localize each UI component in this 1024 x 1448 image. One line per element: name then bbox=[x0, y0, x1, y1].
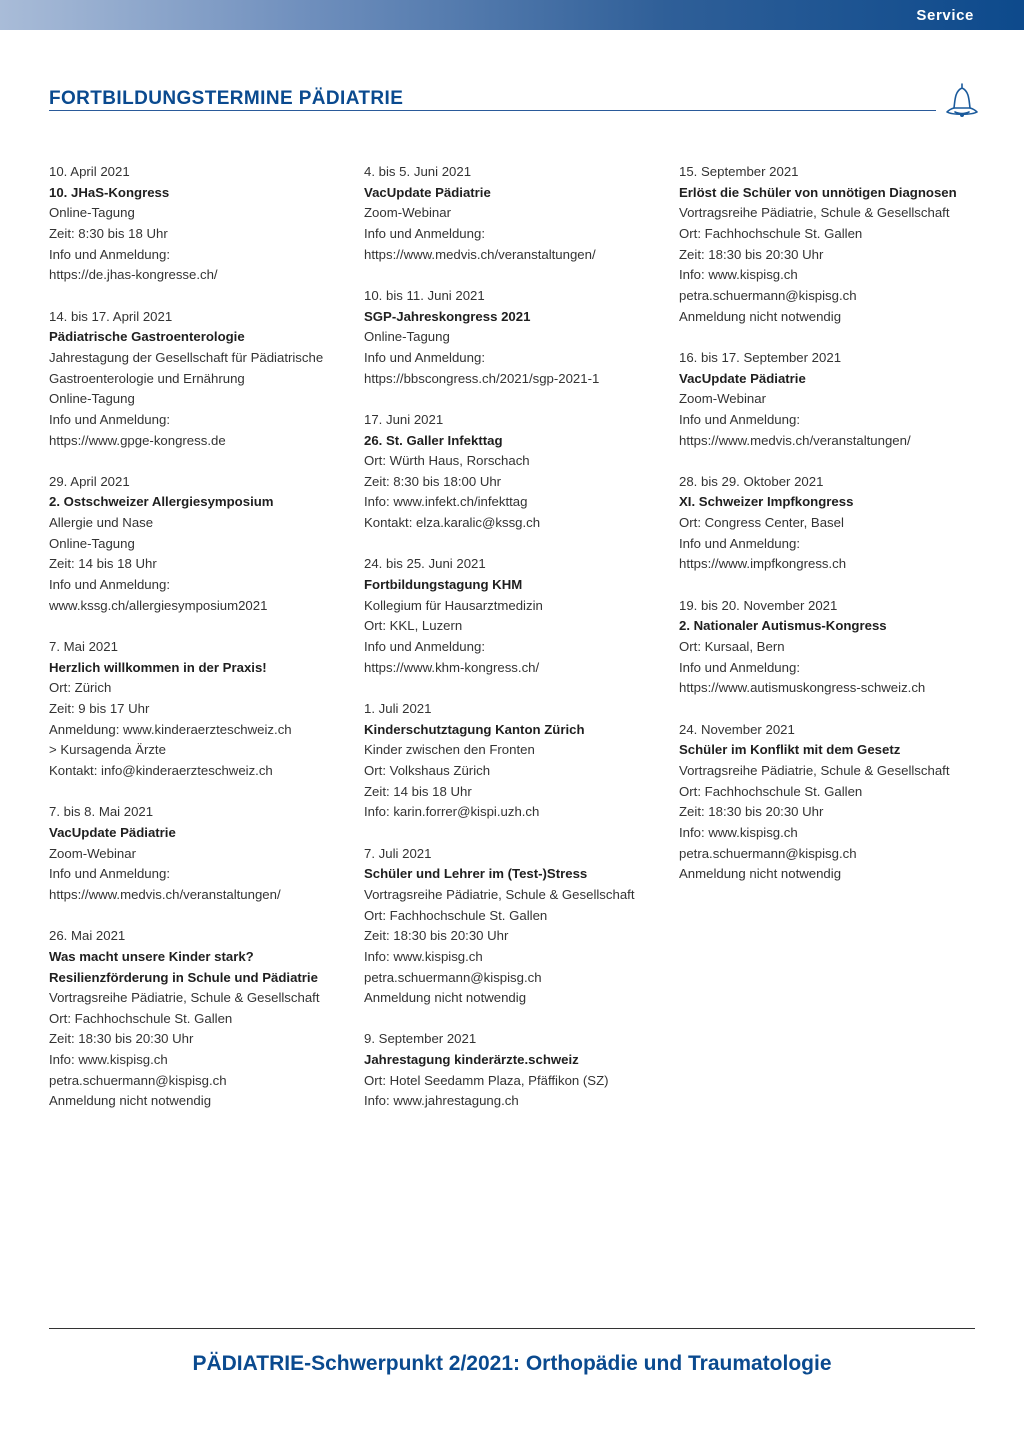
event-detail: petra.schuermann@kispisg.ch bbox=[679, 845, 857, 861]
event-detail: Info und Anmeldung: bbox=[49, 866, 170, 882]
event-date: 7. bis 8. Mai 2021 bbox=[49, 804, 154, 820]
event-detail: Info: www.kispisg.ch bbox=[364, 948, 483, 964]
event-detail: https://www.gpge-kongress.de bbox=[49, 432, 226, 448]
event-detail: Zeit: 18:30 bis 20:30 Uhr bbox=[364, 928, 509, 944]
event-date: 7. Mai 2021 bbox=[49, 639, 118, 655]
event-detail: Zeit: 8:30 bis 18 Uhr bbox=[49, 225, 168, 241]
event-date: 14. bis 17. April 2021 bbox=[49, 308, 173, 324]
event-detail: Ort: Kursaal, Bern bbox=[679, 639, 785, 655]
event-detail: Kollegium für Hausarztmedizin bbox=[364, 597, 543, 613]
event-title: XI. Schweizer Impfkongress bbox=[679, 494, 854, 510]
event-detail: Vortragsreihe Pädiatrie, Schule & Gesellschaft bbox=[49, 990, 320, 1006]
event-item bbox=[679, 348, 979, 451]
event-title: 10. JHaS-Kongress bbox=[49, 184, 170, 200]
event-detail: Ort: KKL, Luzern bbox=[364, 618, 463, 634]
event-detail: Jahrestagung der Gesellschaft für Pädiatrische bbox=[49, 349, 324, 365]
event-detail: Info und Anmeldung: bbox=[364, 349, 485, 365]
event-date: 16. bis 17. September 2021 bbox=[679, 349, 842, 365]
event-detail: Ort: Fachhochschule St. Gallen bbox=[679, 225, 863, 241]
event-detail: Anmeldung: www.kinderaerzteschweiz.ch bbox=[49, 721, 292, 737]
event-title: Schüler im Konflikt mit dem Gesetz bbox=[679, 742, 901, 758]
event-detail: Ort: Hotel Seedamm Plaza, Pfäffikon (SZ) bbox=[364, 1072, 609, 1088]
event-date: 24. bis 25. Juni 2021 bbox=[364, 556, 486, 572]
top-banner bbox=[0, 0, 1024, 30]
event-detail: Zeit: 18:30 bis 20:30 Uhr bbox=[679, 246, 824, 262]
event-detail: https://www.medvis.ch/veranstaltungen/ bbox=[49, 886, 281, 902]
event-detail: Kontakt: elza.karalic@kssg.ch bbox=[364, 515, 541, 531]
events-column-1 bbox=[49, 162, 349, 1133]
event-title: Was macht unsere Kinder stark? bbox=[49, 948, 254, 964]
event-detail: Online-Tagung bbox=[364, 329, 450, 345]
event-detail: Info und Anmeldung: bbox=[679, 659, 800, 675]
event-detail: Zoom-Webinar bbox=[679, 391, 766, 407]
event-detail: https://de.jhas-kongresse.ch/ bbox=[49, 267, 218, 283]
event-date: 10. April 2021 bbox=[49, 164, 130, 179]
event-title: Schüler und Lehrer im (Test-)Stress bbox=[364, 866, 588, 882]
event-detail: Online-Tagung bbox=[49, 535, 135, 551]
event-title: VacUpdate Pädiatrie bbox=[49, 824, 176, 840]
event-detail: Anmeldung nicht notwendig bbox=[679, 866, 842, 882]
event-detail: Info und Anmeldung: bbox=[49, 577, 170, 593]
event-detail: https://bbscongress.ch/2021/sgp-2021-1 bbox=[364, 370, 600, 386]
event-detail: Info und Anmeldung: bbox=[679, 535, 800, 551]
event-detail: Anmeldung nicht notwendig bbox=[364, 990, 527, 1006]
event-detail: Ort: Fachhochschule St. Gallen bbox=[49, 1010, 233, 1026]
event-detail: Ort: Würth Haus, Rorschach bbox=[364, 453, 530, 469]
event-title: Kinderschutztagung Kanton Zürich bbox=[364, 721, 585, 737]
footer-title: PÄDIATRIE-Schwerpunkt 2/2021: Orthopädie und Traumatologie bbox=[192, 1352, 832, 1375]
event-detail: Zeit: 18:30 bis 20:30 Uhr bbox=[679, 804, 824, 820]
event-item bbox=[679, 472, 979, 575]
event-date: 19. bis 20. November 2021 bbox=[679, 597, 838, 613]
footer-divider bbox=[49, 1328, 975, 1329]
event-detail: > Kursagenda Ärzte bbox=[49, 742, 166, 758]
event-title: SGP-Jahreskongress 2021 bbox=[364, 308, 531, 324]
event-date: 1. Juli 2021 bbox=[364, 701, 432, 716]
event-date: 4. bis 5. Juni 2021 bbox=[364, 164, 472, 179]
event-detail: Allergie und Nase bbox=[49, 515, 154, 531]
event-item bbox=[49, 307, 349, 452]
event-item bbox=[679, 720, 979, 885]
event-date: 9. September 2021 bbox=[364, 1031, 477, 1047]
event-detail: https://www.autismuskongress-schweiz.ch bbox=[679, 680, 926, 696]
event-detail: Info und Anmeldung: bbox=[364, 639, 485, 655]
event-detail: Ort: Fachhochschule St. Gallen bbox=[364, 907, 548, 923]
event-detail: https://www.medvis.ch/veranstaltungen/ bbox=[679, 432, 911, 448]
event-item bbox=[49, 802, 349, 905]
event-title: Fortbildungstagung KHM bbox=[364, 577, 523, 593]
bell-icon bbox=[940, 78, 984, 122]
event-detail: petra.schuermann@kispisg.ch bbox=[679, 287, 857, 303]
event-item bbox=[679, 162, 979, 327]
event-detail: petra.schuermann@kispisg.ch bbox=[49, 1072, 227, 1088]
event-detail: Zeit: 8:30 bis 18:00 Uhr bbox=[364, 473, 502, 489]
event-detail: Vortragsreihe Pädiatrie, Schule & Gesellschaft bbox=[679, 762, 950, 778]
event-item bbox=[364, 410, 664, 534]
event-detail: Online-Tagung bbox=[49, 391, 135, 407]
event-detail: Info: www.infekt.ch/infekttag bbox=[364, 494, 528, 510]
event-item bbox=[364, 162, 664, 265]
event-title: 26. St. Galler Infekttag bbox=[364, 432, 503, 448]
event-detail: Zoom-Webinar bbox=[364, 205, 451, 221]
event-detail: Ort: Congress Center, Basel bbox=[679, 515, 844, 531]
event-detail: Online-Tagung bbox=[49, 205, 135, 221]
event-detail: Ort: Fachhochschule St. Gallen bbox=[679, 783, 863, 799]
event-title: VacUpdate Pädiatrie bbox=[364, 184, 491, 200]
event-date: 28. bis 29. Oktober 2021 bbox=[679, 473, 824, 489]
event-detail: Zeit: 14 bis 18 Uhr bbox=[49, 556, 157, 572]
event-detail: Info und Anmeldung: bbox=[49, 411, 170, 427]
event-detail: www.kssg.ch/allergiesymposium2021 bbox=[49, 597, 268, 613]
event-detail: https://www.impfkongress.ch bbox=[679, 556, 847, 572]
event-detail: https://www.medvis.ch/veranstaltungen/ bbox=[364, 246, 596, 262]
event-date: 7. Juli 2021 bbox=[364, 845, 432, 861]
event-detail: Zeit: 18:30 bis 20:30 Uhr bbox=[49, 1031, 194, 1047]
event-item bbox=[364, 286, 664, 389]
event-date: 10. bis 11. Juni 2021 bbox=[364, 287, 485, 303]
event-detail: Ort: Zürich bbox=[49, 680, 112, 696]
event-item bbox=[364, 554, 664, 678]
event-detail: Info: www.kispisg.ch bbox=[679, 267, 798, 283]
event-detail: Info und Anmeldung: bbox=[364, 225, 485, 241]
event-detail: Kontakt: info@kinderaerzteschweiz.ch bbox=[49, 762, 273, 778]
event-title: Herzlich willkommen in der Praxis! bbox=[49, 659, 267, 675]
event-item bbox=[364, 844, 664, 1009]
event-detail: Vortragsreihe Pädiatrie, Schule & Gesellschaft bbox=[679, 205, 950, 221]
event-detail: Vortragsreihe Pädiatrie, Schule & Gesellschaft bbox=[364, 886, 635, 902]
events-column-3 bbox=[679, 162, 979, 906]
event-item bbox=[364, 699, 664, 823]
event-item bbox=[364, 1029, 664, 1112]
event-detail: Info: www.jahrestagung.ch bbox=[364, 1093, 519, 1109]
event-detail: Info: www.kispisg.ch bbox=[679, 824, 798, 840]
event-title: Pädiatrische Gastroenterologie bbox=[49, 329, 245, 345]
event-detail: Anmeldung nicht notwendig bbox=[49, 1093, 212, 1109]
event-date: 29. April 2021 bbox=[49, 473, 130, 489]
event-detail: Info und Anmeldung: bbox=[679, 411, 800, 427]
event-detail: Anmeldung nicht notwendig bbox=[679, 308, 842, 324]
event-item bbox=[49, 162, 349, 286]
events-column-2 bbox=[364, 162, 664, 1133]
event-title: Jahrestagung kinderärzte.schweiz bbox=[364, 1052, 579, 1068]
page-title: FORTBILDUNGSTERMINE PÄDIATRIE bbox=[49, 88, 404, 109]
event-detail: petra.schuermann@kispisg.ch bbox=[364, 969, 542, 985]
event-item bbox=[49, 926, 349, 1112]
section-label: Service bbox=[916, 7, 974, 24]
event-title: VacUpdate Pädiatrie bbox=[679, 370, 806, 386]
event-title: Erlöst die Schüler von unnötigen Diagnosen bbox=[679, 184, 957, 200]
event-detail: Gastroenterologie und Ernährung bbox=[49, 370, 245, 386]
event-detail: https://www.khm-kongress.ch/ bbox=[364, 659, 540, 675]
event-date: 26. Mai 2021 bbox=[49, 928, 126, 944]
event-item bbox=[679, 596, 979, 699]
event-detail: Zeit: 9 bis 17 Uhr bbox=[49, 701, 150, 717]
event-title: Resilienzförderung in Schule und Pädiatrie bbox=[49, 969, 318, 985]
event-detail: Zoom-Webinar bbox=[49, 845, 136, 861]
event-detail: Info: www.kispisg.ch bbox=[49, 1052, 168, 1068]
event-date: 15. September 2021 bbox=[679, 164, 799, 179]
event-detail: Ort: Volkshaus Zürich bbox=[364, 762, 491, 778]
event-detail: Kinder zwischen den Fronten bbox=[364, 742, 535, 758]
event-detail: Zeit: 14 bis 18 Uhr bbox=[364, 783, 472, 799]
event-date: 17. Juni 2021 bbox=[364, 411, 444, 427]
event-detail: Info und Anmeldung: bbox=[49, 246, 170, 262]
heading-divider bbox=[49, 110, 936, 111]
event-title: 2. Nationaler Autismus-Kongress bbox=[679, 618, 887, 634]
event-item bbox=[49, 637, 349, 782]
event-title: 2. Ostschweizer Allergiesymposium bbox=[49, 494, 274, 510]
event-item bbox=[49, 472, 349, 617]
event-date: 24. November 2021 bbox=[679, 721, 795, 737]
event-detail: Info: karin.forrer@kispi.uzh.ch bbox=[364, 804, 540, 820]
